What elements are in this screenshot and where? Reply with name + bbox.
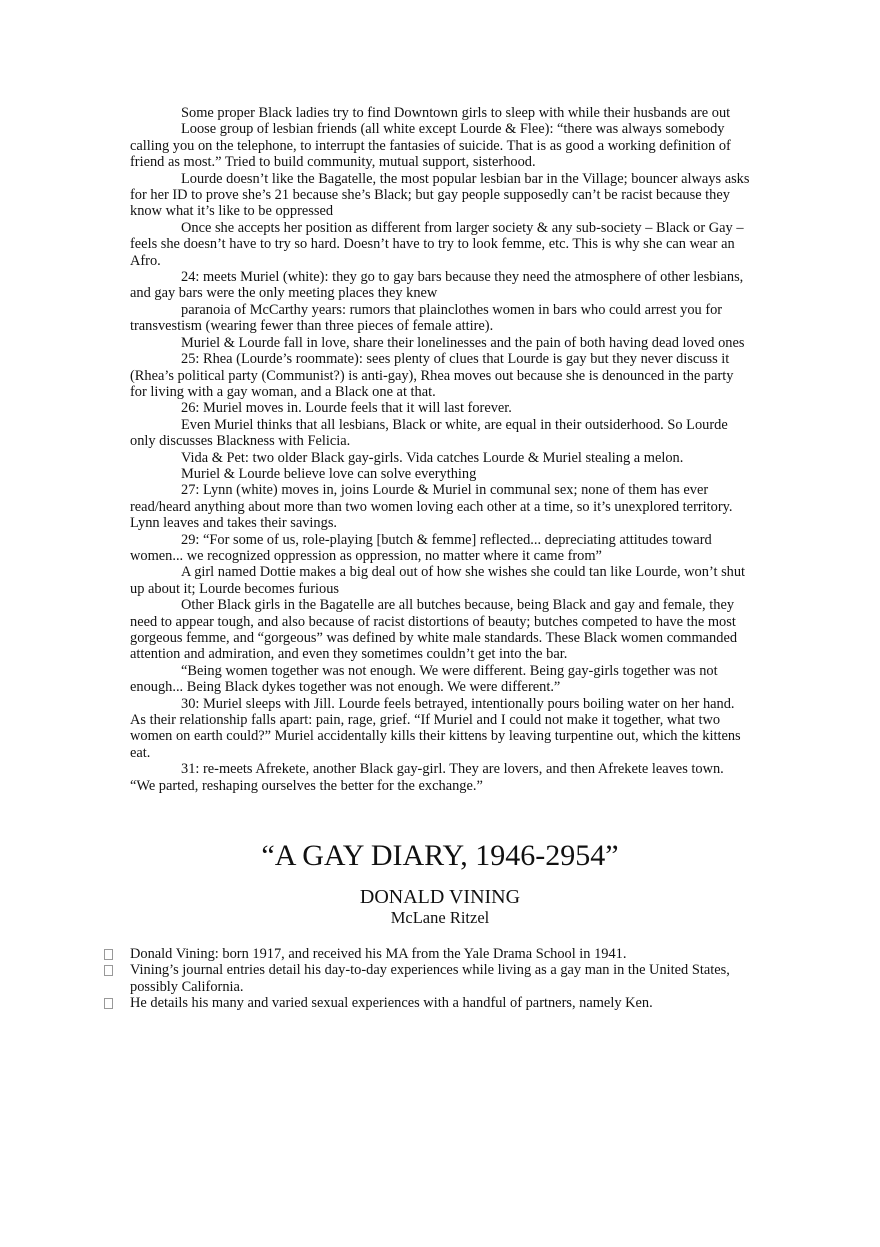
note-paragraph: paranoia of McCarthy years: rumors that plainclothes women in bars who could arrest you for transvestism (wearing fewer than three pieces of female attire). [130,301,723,335]
book-author: DONALD VINING [359,886,521,908]
note-paragraph: Vida & Pet: two older Black gay-girls. Vida catches Lourde & Muriel stealing a melon. [181,449,684,466]
bullet-box-icon [104,998,113,1009]
note-paragraph: 24: meets Muriel (white): they go to gay bars because they need the atmosphere of other lesbians, and gay bars were the only meeting places they knew [130,269,744,302]
note-paragraph: 27: Lynn (white) moves in, joins Lourde & Muriel in communal sex; none of them has ever read/heard anything about more than two women loving each other at a time, so it’s unexplored territory. Lynn leaves and takes their savings. [130,482,733,532]
note-paragraph: Other Black girls in the Bagatelle are all butches because, being Black and gay and female, they need to appear tough, and also because of racist distortions of beauty; butches competed to have the most gorgeous femme, and “gorgeous” was defined by white male standards. These Black women commanded attention and admiration, and even they sometimes couldn’t get into the bar. [130,597,738,663]
note-paragraph: 29: “For some of us, role-playing [butch & femme] reflected... depreciating attitudes toward women... we recognized oppression as oppression, no matter where it came from” [130,531,712,564]
note-paragraph: Lourde doesn’t like the Bagatelle, the most popular lesbian bar in the Village; bouncer always asks for her ID to prove she’s 21 because she’s Black; but gay people supposedly can’t be racist because they know what it’s like to be oppressed [130,170,750,220]
bullet-item: Vining’s journal entries detail his day-to-day experiences while living as a gay man in the United States, possibly California. [104,962,754,995]
note-paragraph: 26: Muriel moves in. Lourde feels that it will last forever. [181,400,512,417]
bullet-list [104,946,754,1012]
note-paragraph: Muriel & Lourde believe love can solve everything [181,465,477,482]
note-paragraph: Even Muriel thinks that all lesbians, Black or white, are equal in their outsiderhood. So Lourde only discusses Blackness with Felicia. [130,416,728,450]
notes-body [130,105,752,794]
note-paragraph: Muriel & Lourde fall in love, share their lonelinesses and the pain of both having dead loved ones [181,334,745,351]
note-paragraph: “Being women together was not enough. We were different. Being gay-girls together was not enough... Being Black dykes together was not enough. We were different.” [130,662,718,696]
section-title: “A GAY DIARY, 1946-2954” [261,839,619,872]
note-paragraph: 25: Rhea (Lourde’s roommate): sees plenty of clues that Lourde is gay but they never discuss it (Rhea’s political party (Communist?) is anti-gay), Rhea moves out because she is denounced in the party for living with a gay woman, and a Black one at that. [130,351,734,400]
bullet-box-icon [104,949,113,960]
bullet-item: Donald Vining: born 1917, and received his MA from the Yale Drama School in 1941. [104,946,754,962]
bullet-box-icon [104,965,113,976]
note-paragraph: Once she accepts her position as different from larger society & any sub-society – Black or Gay – feels she doesn’t have to try so hard. Doesn’t have to try to look femme, etc. This is why she can wear an Afro. [130,219,744,269]
note-paragraph: Loose group of lesbian friends (all white except Lourde & Flee): “there was always somebody calling you on the telephone, to interrupt the fantasies of suicide. That is as good a working definition of friend as most.” Tried to build community, mutual support, sisterhood. [130,121,731,171]
note-paragraph: Some proper Black ladies try to find Downtown girls to sleep with while their husbands are out [181,105,731,121]
bullet-item: He details his many and varied sexual experiences with a handful of partners, namely Ken. [104,995,754,1011]
note-paragraph: 31: re-meets Afrekete, another Black gay-girl. They are lovers, and then Afrekete leaves town. “We parted, reshaping ourselves the better for the exchange.” [130,761,724,794]
note-paragraph: A girl named Dottie makes a big deal out of how she wishes she could tan like Lourde, won’t shut up about it; Lourde becomes furious [130,564,746,597]
note-paragraph: 30: Muriel sleeps with Jill. Lourde feels betrayed, intentionally pours boiling water on her hand. As their relationship falls apart: pain, rage, grief. “If Muriel and I could not make it together, what two women on earth could?” Muriel accidentally kills their kittens by leaving turpentine out, which the kittens eat. [130,695,741,761]
presenter-name: McLane Ritzel [390,908,490,927]
